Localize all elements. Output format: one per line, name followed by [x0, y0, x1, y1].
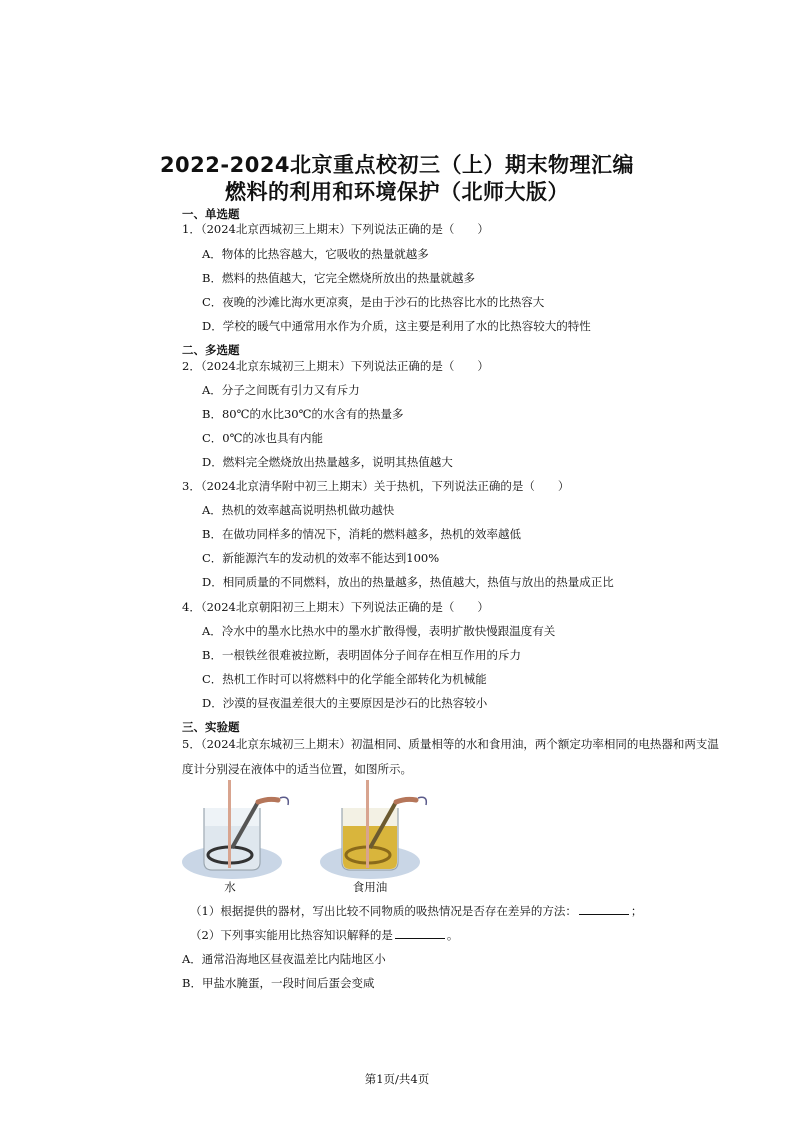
- question-4-option-b: B．一根铁丝很难被拉断，表明固体分子间存在相互作用的斥力: [202, 648, 521, 662]
- question-3-option-c: C．新能源汽车的发动机的效率不能达到100%: [202, 551, 440, 565]
- question-2-option-c: C．0℃的冰也具有内能: [202, 431, 323, 445]
- question-5-sub1-end: ；: [630, 904, 643, 918]
- question-2-option-d: D．燃料完全燃烧放出热量越多，说明其热值越大: [202, 455, 453, 469]
- question-5-stem-line2: 度计分别浸在液体中的适当位置，如图所示。: [182, 762, 412, 776]
- answer-blank-2[interactable]: [395, 927, 445, 939]
- question-4-option-d: D．沙漠的昼夜温差很大的主要原因是沙石的比热容较小: [202, 696, 488, 710]
- question-4-option-a: A．冷水中的墨水比热水中的墨水扩散得慢，表明扩散快慢跟温度有关: [202, 624, 556, 638]
- question-5-stem-line1: 5．（2024北京东城初三上期末）初温相同、质量相等的水和食用油，两个额定功率相同的电热器和两支温: [182, 737, 719, 751]
- oil-thermometer: [366, 780, 369, 868]
- question-3-option-a: A．热机的效率越高说明热机做功越快: [202, 503, 395, 517]
- page-footer: 第1页/共4页: [364, 1072, 430, 1086]
- question-4-option-c: C．热机工作时可以将燃料中的化学能全部转化为机械能: [202, 672, 487, 686]
- answer-blank-1[interactable]: [579, 903, 629, 915]
- oil-heater-handle: [396, 799, 416, 802]
- question-5-option-b: B．甲盐水腌蛋，一段时间后蛋会变咸: [182, 976, 375, 990]
- question-5-sub2-end: 。: [446, 928, 459, 942]
- question-5-sub2-text: （2）下列事实能用比热容知识解释的是: [190, 928, 393, 942]
- question-1-option-a: A．物体的比热容越大，它吸收的热量就越多: [202, 247, 429, 261]
- question-4-stem: 4．（2024北京朝阳初三上期末）下列说法正确的是（ ）: [182, 600, 489, 614]
- question-1-option-d: D．学校的暖气中通常用水作为介质，这主要是利用了水的比热容较大的特性: [202, 319, 591, 333]
- page-title-line2: 燃料的利用和环境保护（北师大版）: [225, 180, 569, 204]
- question-5-option-a: A．通常沿海地区昼夜温差比内陆地区小: [182, 952, 386, 966]
- question-1-option-c: C．夜晚的沙滩比海水更凉爽，是由于沙石的比热容比水的比热容大: [202, 295, 545, 309]
- question-5-sub1: [190, 903, 642, 919]
- water-thermometer: [228, 780, 231, 868]
- question-3-option-d: D．相同质量的不同燃料，放出的热量越多，热值越大，热值与放出的热量成正比: [202, 575, 614, 589]
- question-5-sub1-text: （1）根据提供的器材，写出比较不同物质的吸热情况是否存在差异的方法：: [190, 904, 577, 918]
- question-3-option-b: B．在做功同样多的情况下，消耗的燃料越多，热机的效率越低: [202, 527, 521, 541]
- section-heading-multi-choice: 二、多选题: [182, 343, 240, 357]
- question-2-option-a: A．分子之间既有引力又有斥力: [202, 383, 360, 397]
- question-5-sub2: [190, 927, 458, 943]
- page-title-line1: 2022-2024北京重点校初三（上）期末物理汇编: [159, 153, 635, 177]
- section-heading-experiment: 三、实验题: [182, 720, 240, 734]
- question-2-stem: 2．（2024北京东城初三上期末）下列说法正确的是（ ）: [182, 359, 489, 373]
- oil-beaker-figure: [318, 780, 443, 880]
- water-heater-cord: [280, 797, 288, 805]
- water-label: 水: [224, 880, 236, 894]
- oil-heater-cord: [418, 797, 426, 805]
- oil-label: 食用油: [352, 880, 388, 894]
- question-3-stem: 3．（2024北京清华附中初三上期末）关于热机，下列说法正确的是（ ）: [182, 479, 570, 493]
- question-2-option-b: B．80℃的水比30℃的水含有的热量多: [202, 407, 404, 421]
- water-beaker-figure: [180, 780, 305, 880]
- question-1-option-b: B．燃料的热值越大，它完全燃烧所放出的热量就越多: [202, 271, 475, 285]
- water-heater-handle: [258, 799, 278, 802]
- section-heading-single-choice: 一、单选题: [182, 207, 240, 221]
- question-1-stem: 1．（2024北京西城初三上期末）下列说法正确的是（ ）: [182, 222, 489, 236]
